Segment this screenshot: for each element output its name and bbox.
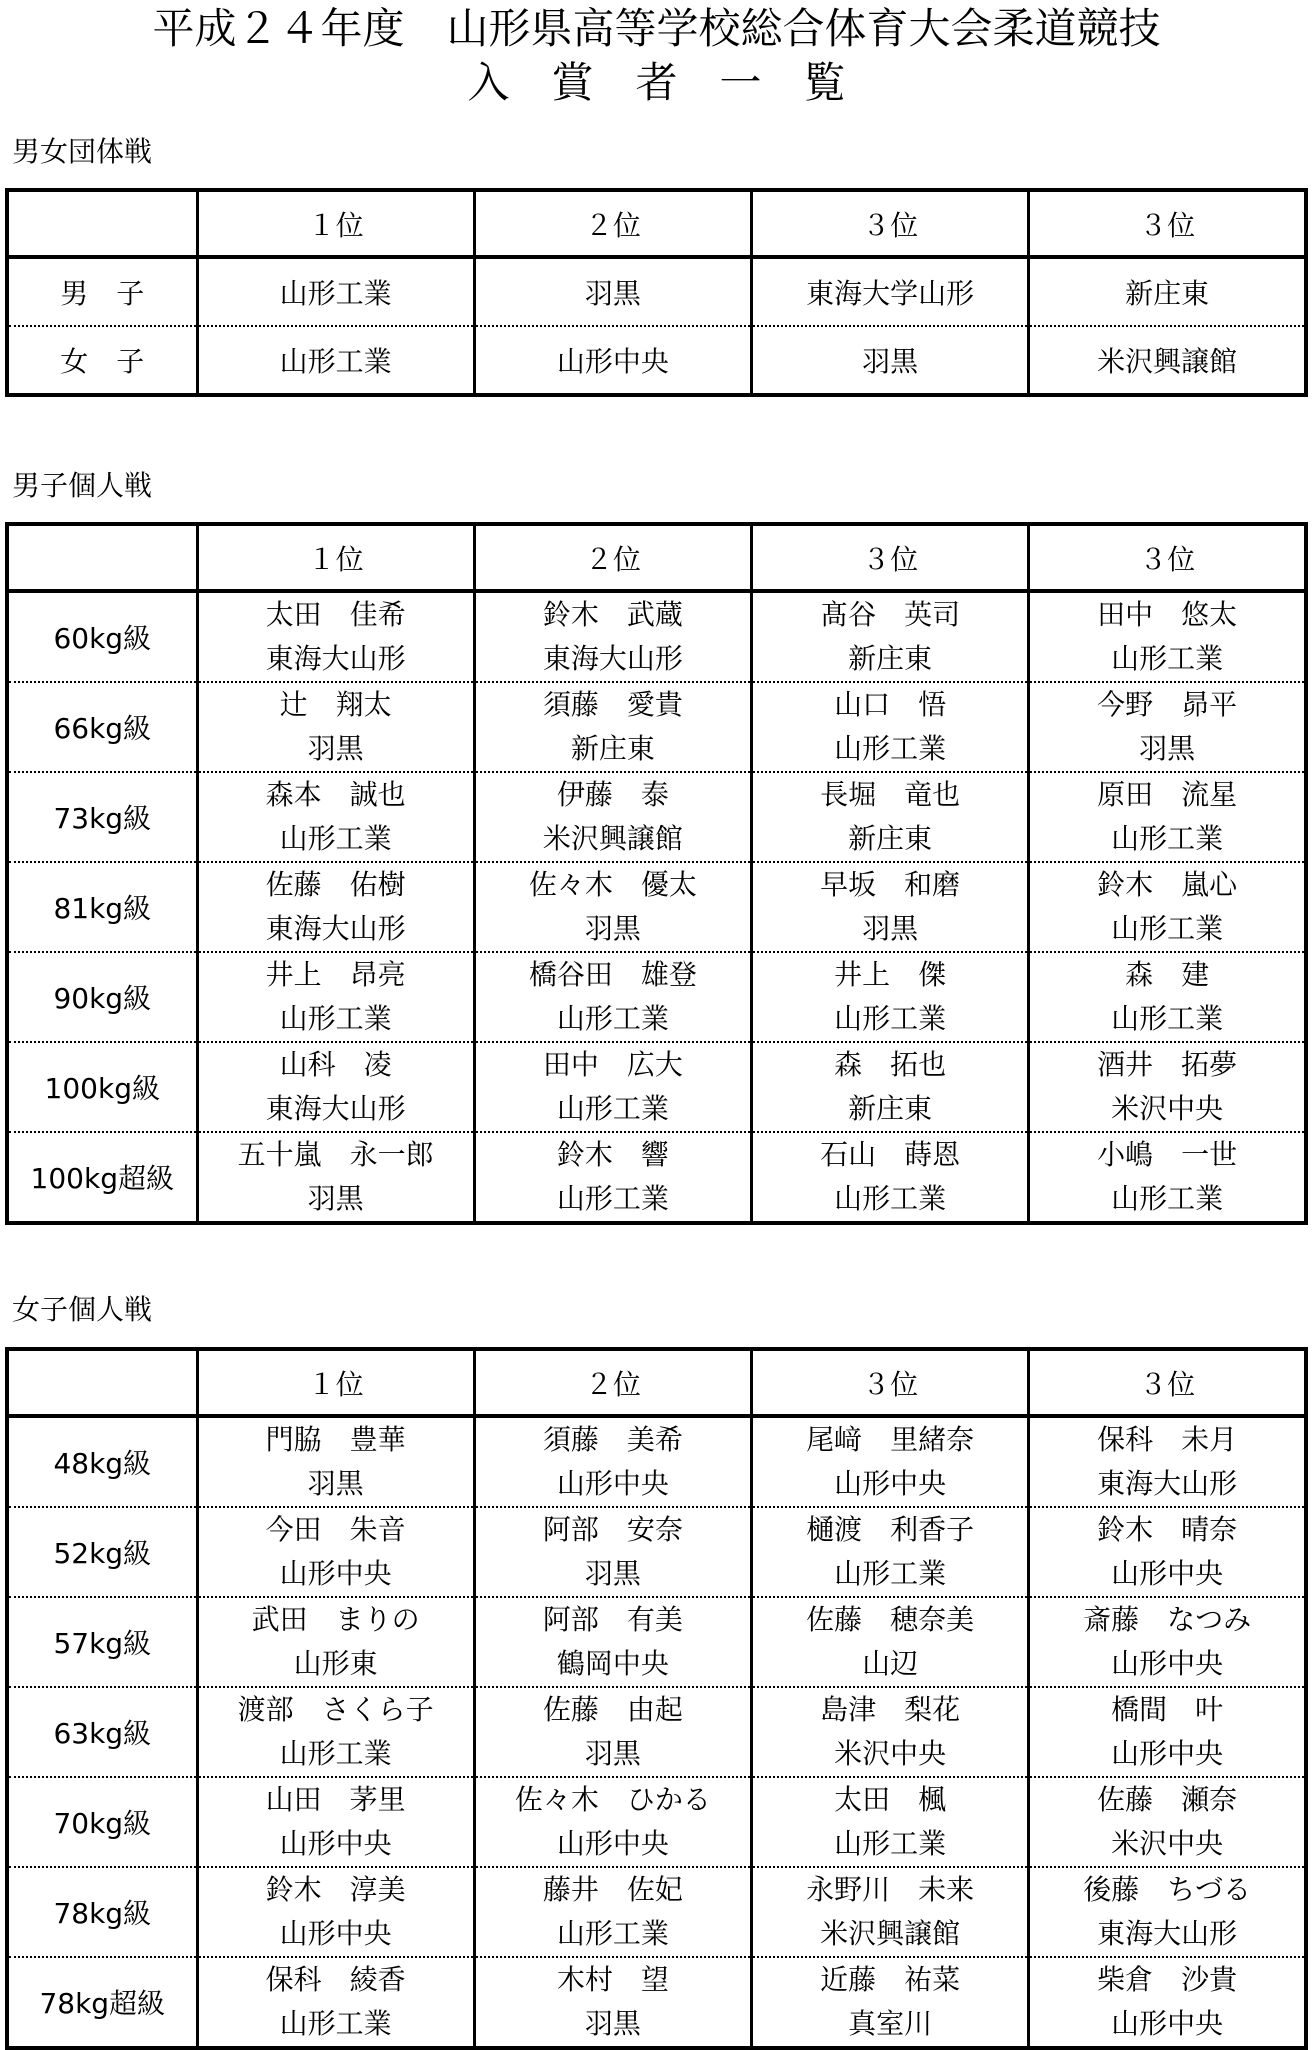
team-row (7, 257, 1306, 326)
winner-entry (199, 1868, 473, 1956)
athlete-school: 米沢興譲館 (542, 822, 683, 855)
athlete-school: 羽黒 (307, 1182, 364, 1215)
athlete-school: 真室川 (848, 2007, 933, 2040)
winner-cell (197, 1042, 474, 1132)
winner-entry (1030, 1778, 1304, 1866)
athlete-name: 須藤 美希 (542, 1423, 683, 1456)
athlete-name: 長堀 竜也 (820, 778, 961, 811)
winner-cell (1029, 1042, 1306, 1132)
winner-entry (199, 1958, 473, 2046)
team-school: 山形中央 (474, 326, 751, 395)
winner-entry (1030, 1598, 1304, 1686)
athlete-school: 新庄東 (570, 732, 655, 765)
athlete-school: 山形中央 (1111, 2007, 1224, 2040)
winner-cell (752, 772, 1029, 862)
weight-class-row (7, 1042, 1306, 1132)
athlete-name: 森本 誠也 (265, 778, 406, 811)
athlete-school: 山形中央 (1111, 1557, 1224, 1590)
winner-entry (1030, 1418, 1304, 1506)
winner-cell (197, 1507, 474, 1597)
winner-cell (1029, 862, 1306, 952)
winner-entry (199, 1688, 473, 1776)
winner-entry (1030, 1133, 1304, 1221)
winner-cell (197, 1957, 474, 2048)
weight-class-row (7, 1867, 1306, 1957)
athlete-name: 早坂 和磨 (820, 868, 961, 901)
weight-class-row (7, 1416, 1306, 1507)
team-school: 羽黒 (752, 326, 1029, 395)
weight-class-label: 90kg級 (7, 952, 197, 1042)
athlete-name: 佐々木 優太 (528, 868, 697, 901)
athlete-name: 井上 昂亮 (265, 958, 406, 991)
athlete-name: 鈴木 嵐心 (1097, 868, 1238, 901)
athlete-school: 山形中央 (556, 1467, 669, 1500)
athlete-name: 武田 まりの (251, 1603, 420, 1636)
athlete-school: 山形工業 (279, 2007, 392, 2040)
winner-entry (753, 683, 1027, 771)
winner-cell (474, 1597, 751, 1687)
athlete-name: 柴倉 沙貴 (1097, 1963, 1238, 1996)
athlete-name: 山田 茅里 (265, 1783, 406, 1816)
weight-class-label: 57kg級 (7, 1597, 197, 1687)
athlete-school: 羽黒 (584, 912, 641, 945)
athlete-name: 鈴木 武蔵 (542, 598, 683, 631)
rank-header: ３位 (1029, 1349, 1306, 1416)
winner-cell (197, 591, 474, 682)
winner-entry (476, 1958, 750, 2046)
athlete-name: 門脇 豊華 (265, 1423, 406, 1456)
winner-cell (752, 591, 1029, 682)
winner-cell (1029, 1597, 1306, 1687)
winner-cell (197, 1687, 474, 1777)
winner-entry (753, 953, 1027, 1041)
athlete-name: 保科 未月 (1097, 1423, 1238, 1456)
athlete-name: 原田 流星 (1097, 778, 1238, 811)
weight-class-row (7, 682, 1306, 772)
winner-entry (476, 1688, 750, 1776)
athlete-school: 山形工業 (556, 1092, 669, 1125)
header-row (7, 190, 1306, 257)
weight-class-label: 60kg級 (7, 591, 197, 682)
athlete-school: 東海大山形 (265, 912, 406, 945)
winner-entry (753, 593, 1027, 681)
athlete-name: 山口 悟 (834, 688, 947, 721)
weight-class-row (7, 591, 1306, 682)
athlete-school: 山形中央 (834, 1467, 947, 1500)
winner-cell (1029, 1416, 1306, 1507)
winner-entry (753, 1688, 1027, 1776)
athlete-school: 新庄東 (848, 642, 933, 675)
team-row (7, 326, 1306, 395)
athlete-name: 永野川 未来 (806, 1873, 975, 1906)
athlete-name: 佐藤 瀬奈 (1097, 1783, 1238, 1816)
winner-cell (197, 1416, 474, 1507)
winner-entry (476, 593, 750, 681)
winner-cell (197, 682, 474, 772)
winner-entry (753, 1958, 1027, 2046)
weight-class-label: 81kg級 (7, 862, 197, 952)
team-school: 東海大学山形 (752, 257, 1029, 326)
winner-cell (474, 952, 751, 1042)
winner-entry (199, 593, 473, 681)
athlete-name: 髙谷 英司 (820, 598, 961, 631)
athlete-school: 鶴岡中央 (556, 1647, 669, 1680)
winner-entry (199, 1508, 473, 1596)
document-subtitle: 入 賞 者 一 覧 (467, 58, 846, 107)
athlete-school: 新庄東 (848, 1092, 933, 1125)
athlete-school: 山形中央 (279, 1557, 392, 1590)
winner-cell (752, 1042, 1029, 1132)
winner-cell (474, 1777, 751, 1867)
team-label: 男 子 (7, 257, 197, 326)
winner-cell (474, 1867, 751, 1957)
athlete-name: 田中 悠太 (1097, 598, 1238, 631)
weight-class-label: 52kg級 (7, 1507, 197, 1597)
athlete-school: 山形工業 (1111, 912, 1224, 945)
athlete-school: 山形工業 (279, 822, 392, 855)
winner-entry (1030, 953, 1304, 1041)
athlete-name: 辻 翔太 (279, 688, 392, 721)
rank-header: １位 (197, 524, 474, 591)
document-title: 平成２４年度 山形県高等学校総合体育大会柔道競技 (152, 4, 1161, 53)
winner-cell (474, 862, 751, 952)
rank-header: ２位 (474, 1349, 751, 1416)
athlete-school: 米沢興譲館 (820, 1917, 961, 1950)
weight-class-row (7, 772, 1306, 862)
athlete-name: 島津 梨花 (820, 1693, 961, 1726)
winner-cell (752, 952, 1029, 1042)
winner-cell (474, 591, 751, 682)
athlete-school: 東海大山形 (542, 642, 683, 675)
winner-entry (199, 1778, 473, 1866)
winner-entry (753, 773, 1027, 861)
athlete-school: 山形中央 (1111, 1737, 1224, 1770)
winner-entry (753, 1598, 1027, 1686)
winner-entry (1030, 1508, 1304, 1596)
athlete-name: 五十嵐 永一郎 (237, 1138, 434, 1171)
athlete-name: 太田 楓 (834, 1783, 947, 1816)
weight-class-label: 78kg超級 (7, 1957, 197, 2048)
athlete-school: 山形中央 (279, 1827, 392, 1860)
athlete-name: 保科 綾香 (265, 1963, 406, 1996)
athlete-name: 近藤 祐菜 (820, 1963, 961, 1996)
winner-entry (1030, 593, 1304, 681)
rank-header: ３位 (1029, 190, 1306, 257)
athlete-school: 羽黒 (584, 1557, 641, 1590)
athlete-school: 山形工業 (834, 1182, 947, 1215)
weight-class-label: 100kg級 (7, 1042, 197, 1132)
winner-entry (476, 1598, 750, 1686)
winner-cell (752, 1687, 1029, 1777)
winner-cell (1029, 1777, 1306, 1867)
athlete-name: 山科 凌 (279, 1048, 392, 1081)
winner-entry (476, 1508, 750, 1596)
men-section-heading: 男子個人戦 (12, 469, 153, 502)
athlete-school: 山辺 (862, 1647, 919, 1680)
winner-cell (474, 1042, 751, 1132)
athlete-school: 羽黒 (307, 732, 364, 765)
weight-class-row (7, 862, 1306, 952)
athlete-name: 伊藤 泰 (556, 778, 669, 811)
corner-cell (7, 190, 197, 257)
athlete-name: 鈴木 響 (556, 1138, 669, 1171)
women-section-heading: 女子個人戦 (12, 1293, 153, 1326)
weight-class-row (7, 1957, 1306, 2048)
winner-cell (1029, 1132, 1306, 1223)
winner-entry (753, 1868, 1027, 1956)
rank-header: ２位 (474, 190, 751, 257)
athlete-name: 鈴木 晴奈 (1097, 1513, 1238, 1546)
weight-class-label: 63kg級 (7, 1687, 197, 1777)
athlete-school: 山形中央 (556, 1827, 669, 1860)
winner-cell (197, 1867, 474, 1957)
athlete-name: 佐藤 由起 (542, 1693, 683, 1726)
athlete-school: 山形工業 (556, 1917, 669, 1950)
athlete-name: 佐々木 ひかる (514, 1783, 711, 1816)
weight-class-label: 66kg級 (7, 682, 197, 772)
winner-cell (1029, 1507, 1306, 1597)
athlete-school: 米沢中央 (1111, 1827, 1224, 1860)
winner-cell (752, 1867, 1029, 1957)
athlete-name: 太田 佳希 (265, 598, 406, 631)
winner-cell (752, 1507, 1029, 1597)
athlete-school: 山形工業 (834, 1827, 947, 1860)
athlete-name: 今野 昴平 (1097, 688, 1238, 721)
winner-cell (1029, 682, 1306, 772)
athlete-school: 山形工業 (1111, 642, 1224, 675)
athlete-name: 須藤 愛貴 (542, 688, 683, 721)
team-label: 女 子 (7, 326, 197, 395)
winner-cell (752, 682, 1029, 772)
winner-cell (474, 1687, 751, 1777)
winner-cell (197, 862, 474, 952)
weight-class-label: 73kg級 (7, 772, 197, 862)
athlete-name: 森 建 (1125, 958, 1210, 991)
winner-cell (197, 952, 474, 1042)
athlete-name: 田中 広大 (542, 1048, 683, 1081)
winner-entry (476, 1133, 750, 1221)
athlete-name: 佐藤 佑樹 (265, 868, 406, 901)
winner-cell (752, 1597, 1029, 1687)
team-school: 米沢興譲館 (1029, 326, 1306, 395)
winner-cell (1029, 1687, 1306, 1777)
athlete-name: 鈴木 淳美 (265, 1873, 406, 1906)
winner-entry (1030, 1043, 1304, 1131)
team-school: 山形工業 (197, 326, 474, 395)
athlete-name: 井上 傑 (834, 958, 947, 991)
athlete-school: 東海大山形 (1097, 1467, 1238, 1500)
weight-class-row (7, 1132, 1306, 1223)
weight-class-row (7, 1507, 1306, 1597)
team-school: 山形工業 (197, 257, 474, 326)
winner-cell (752, 1957, 1029, 2048)
winner-entry (1030, 1958, 1304, 2046)
rank-header: ３位 (752, 524, 1029, 591)
weight-class-label: 100kg超級 (7, 1132, 197, 1223)
rank-header: １位 (197, 190, 474, 257)
athlete-name: 藤井 佐妃 (542, 1873, 683, 1906)
winner-cell (474, 1132, 751, 1223)
winner-cell (1029, 772, 1306, 862)
team-results-table (5, 188, 1308, 397)
winner-cell (1029, 1867, 1306, 1957)
winner-entry (753, 1508, 1027, 1596)
athlete-school: 羽黒 (307, 1467, 364, 1500)
winner-cell (752, 1777, 1029, 1867)
athlete-name: 木村 望 (556, 1963, 669, 1996)
team-school: 羽黒 (474, 257, 751, 326)
winner-entry (476, 863, 750, 951)
rank-header: ２位 (474, 524, 751, 591)
winner-cell (752, 1132, 1029, 1223)
weight-class-label: 70kg級 (7, 1777, 197, 1867)
athlete-school: 東海大山形 (265, 1092, 406, 1125)
winner-entry (753, 1043, 1027, 1131)
winner-entry (199, 1598, 473, 1686)
women-individual-table (5, 1347, 1308, 2050)
athlete-school: 山形工業 (556, 1182, 669, 1215)
athlete-school: 東海大山形 (1097, 1917, 1238, 1950)
athlete-school: 山形工業 (1111, 1182, 1224, 1215)
winner-entry (476, 1043, 750, 1131)
athlete-school: 山形工業 (556, 1002, 669, 1035)
athlete-school: 羽黒 (584, 1737, 641, 1770)
athlete-name: 尾﨑 里緒奈 (806, 1423, 975, 1456)
athlete-name: 小嶋 一世 (1097, 1138, 1238, 1171)
athlete-school: 山形中央 (279, 1917, 392, 1950)
winner-cell (1029, 952, 1306, 1042)
athlete-school: 山形東 (293, 1647, 378, 1680)
athlete-school: 山形工業 (834, 1002, 947, 1035)
weight-class-row (7, 1687, 1306, 1777)
winner-cell (197, 772, 474, 862)
winner-cell (752, 1416, 1029, 1507)
weight-class-row (7, 952, 1306, 1042)
winner-cell (197, 1777, 474, 1867)
corner-cell (7, 1349, 197, 1416)
athlete-school: 米沢中央 (1111, 1092, 1224, 1125)
winner-cell (1029, 591, 1306, 682)
men-individual-table (5, 522, 1308, 1225)
winner-entry (476, 1778, 750, 1866)
winner-entry (199, 863, 473, 951)
athlete-name: 酒井 拓夢 (1097, 1048, 1238, 1081)
athlete-school: 山形工業 (1111, 822, 1224, 855)
winner-entry (476, 683, 750, 771)
winner-entry (199, 1418, 473, 1506)
athlete-school: 米沢中央 (834, 1737, 947, 1770)
weight-class-row (7, 1597, 1306, 1687)
corner-cell (7, 524, 197, 591)
athlete-name: 今田 朱音 (265, 1513, 406, 1546)
athlete-name: 佐藤 穂奈美 (806, 1603, 975, 1636)
athlete-school: 山形中央 (1111, 1647, 1224, 1680)
athlete-school: 山形工業 (834, 1557, 947, 1590)
rank-header: ３位 (1029, 524, 1306, 591)
rank-header: １位 (197, 1349, 474, 1416)
team-section-heading: 男女団体戦 (12, 135, 153, 168)
athlete-name: 後藤 ちづる (1083, 1873, 1251, 1906)
winner-entry (753, 1778, 1027, 1866)
team-school: 新庄東 (1029, 257, 1306, 326)
rank-header: ３位 (752, 1349, 1029, 1416)
athlete-school: 山形工業 (834, 732, 947, 765)
athlete-name: 阿部 有美 (542, 1603, 683, 1636)
winner-entry (753, 1418, 1027, 1506)
winner-cell (474, 1416, 751, 1507)
athlete-school: 新庄東 (848, 822, 933, 855)
winner-cell (1029, 1957, 1306, 2048)
winner-entry (199, 953, 473, 1041)
athlete-school: 羽黒 (1139, 732, 1196, 765)
athlete-name: 渡部 さくら子 (237, 1693, 434, 1726)
athlete-school: 羽黒 (584, 2007, 641, 2040)
athlete-school: 羽黒 (862, 912, 919, 945)
winner-entry (753, 1133, 1027, 1221)
header-row (7, 1349, 1306, 1416)
winner-entry (1030, 683, 1304, 771)
athlete-name: 石山 蒔恩 (820, 1138, 961, 1171)
athlete-name: 森 拓也 (834, 1048, 947, 1081)
athlete-school: 山形工業 (279, 1002, 392, 1035)
weight-class-label: 48kg級 (7, 1416, 197, 1507)
winner-entry (476, 1418, 750, 1506)
rank-header: ３位 (752, 190, 1029, 257)
athlete-name: 阿部 安奈 (542, 1513, 683, 1546)
weight-class-row (7, 1777, 1306, 1867)
header-row (7, 524, 1306, 591)
winner-cell (474, 1507, 751, 1597)
winner-cell (197, 1132, 474, 1223)
athlete-school: 山形工業 (279, 1737, 392, 1770)
athlete-name: 橋間 叶 (1111, 1693, 1224, 1726)
winner-cell (474, 1957, 751, 2048)
winner-entry (199, 1043, 473, 1131)
winner-cell (197, 1597, 474, 1687)
winner-entry (476, 773, 750, 861)
winner-entry (1030, 1688, 1304, 1776)
winner-cell (752, 862, 1029, 952)
winner-entry (199, 683, 473, 771)
winner-entry (199, 773, 473, 861)
winner-cell (474, 772, 751, 862)
athlete-school: 山形工業 (1111, 1002, 1224, 1035)
winner-entry (476, 1868, 750, 1956)
winner-entry (199, 1133, 473, 1221)
athlete-name: 橋谷田 雄登 (528, 958, 697, 991)
winner-entry (1030, 773, 1304, 861)
athlete-name: 斎藤 なつみ (1083, 1603, 1252, 1636)
winner-entry (1030, 863, 1304, 951)
athlete-name: 樋渡 利香子 (806, 1513, 975, 1546)
weight-class-label: 78kg級 (7, 1867, 197, 1957)
winner-entry (1030, 1868, 1304, 1956)
winner-entry (753, 863, 1027, 951)
winner-cell (474, 682, 751, 772)
athlete-school: 東海大山形 (265, 642, 406, 675)
winner-entry (476, 953, 750, 1041)
